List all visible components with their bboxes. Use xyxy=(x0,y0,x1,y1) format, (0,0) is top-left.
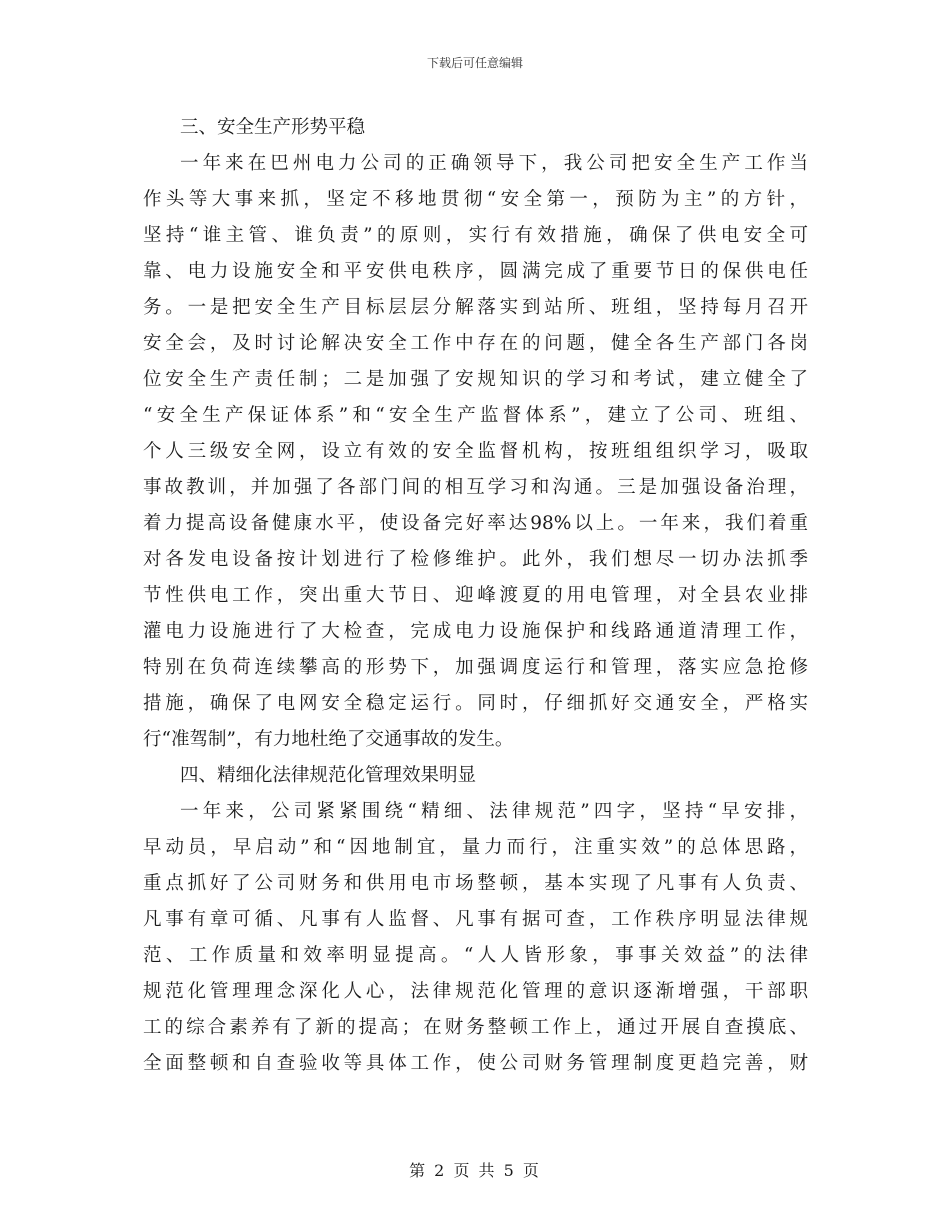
page-header: 下载后可任意编辑 xyxy=(426,56,523,70)
paragraph-line: 范、工作质量和效率明显提高。“人人皆形象，事事关效益”的法律 xyxy=(143,945,808,966)
paragraph-line: 工的综合素养有了新的提高；在财务整顿工作上，通过开展自查摸底、 xyxy=(143,1017,808,1038)
paragraph-line: 特别在负荷连续攀高的形势下，加强调度运行和管理，落实应急抢修 xyxy=(143,657,808,678)
paragraph-line: 靠、电力设施安全和平安供电秩序，圆满完成了重要节日的保供电任 xyxy=(143,261,808,282)
paragraph-line: 灌电力设施进行了大检查，完成电力设施保护和线路通道清理工作， xyxy=(143,621,808,642)
paragraph-line: 务。一是把安全生产目标层层分解落实到站所、班组，坚持每月召开 xyxy=(143,297,808,318)
paragraph-line: 位安全生产责任制；二是加强了安规知识的学习和考试，建立健全了 xyxy=(143,369,808,390)
section-heading-safety: 三、安全生产形势平稳 xyxy=(180,117,366,138)
paragraph-line: 个人三级安全网，设立有效的安全监督机构，按班组组织学习，吸取 xyxy=(143,441,808,462)
paragraph-line: 行“准驾制”，有力地杜绝了交通事故的发生。 xyxy=(143,729,514,750)
page-number: 第 2 页 共 5 页 xyxy=(409,1161,541,1180)
paragraph-line: 坚持“谁主管、谁负责”的原则，实行有效措施，确保了供电安全可 xyxy=(143,225,808,246)
paragraph-line: 凡事有章可循、凡事有人监督、凡事有据可查，工作秩序明显法律规 xyxy=(143,909,808,930)
section-heading-management: 四、精细化法律规范化管理效果明显 xyxy=(180,765,477,786)
paragraph-line: “安全生产保证体系”和“安全生产监督体系”，建立了公司、班组、 xyxy=(143,405,808,426)
paragraph-line: 对各发电设备按计划进行了检修维护。此外，我们想尽一切办法抓季 xyxy=(143,549,808,570)
paragraph-line: 节性供电工作，突出重大节日、迎峰渡夏的用电管理，对全县农业排 xyxy=(143,585,808,606)
paragraph-line: 全面整顿和自查验收等具体工作，使公司财务管理制度更趋完善，财 xyxy=(143,1053,808,1074)
paragraph-line: 早动员，早启动”和“因地制宜，量力而行，注重实效”的总体思路， xyxy=(143,837,808,858)
paragraph-line: 一年来，公司紧紧围绕“精细、法律规范”四字，坚持“早安排， xyxy=(180,801,808,822)
paragraph-line: 一年来在巴州电力公司的正确领导下，我公司把安全生产工作当 xyxy=(180,153,808,174)
paragraph-line: 安全会，及时讨论解决安全工作中存在的问题，健全各生产部门各岗 xyxy=(143,333,808,354)
paragraph-line: 措施，确保了电网安全稳定运行。同时，仔细抓好交通安全，严格实 xyxy=(143,693,808,714)
paragraph-line: 作头等大事来抓，坚定不移地贯彻“安全第一，预防为主”的方针， xyxy=(143,189,808,210)
paragraph-line: 事故教训，并加强了各部门间的相互学习和沟通。三是加强设备治理， xyxy=(143,477,808,498)
paragraph-line: 重点抓好了公司财务和供用电市场整顿，基本实现了凡事有人负责、 xyxy=(143,873,808,894)
paragraph-line: 着力提高设备健康水平，使设备完好率达98%以上。一年来，我们着重 xyxy=(143,513,808,534)
document-body xyxy=(143,110,808,1082)
paragraph-line: 规范化管理理念深化人心，法律规范化管理的意识逐渐增强，干部职 xyxy=(143,981,808,1002)
